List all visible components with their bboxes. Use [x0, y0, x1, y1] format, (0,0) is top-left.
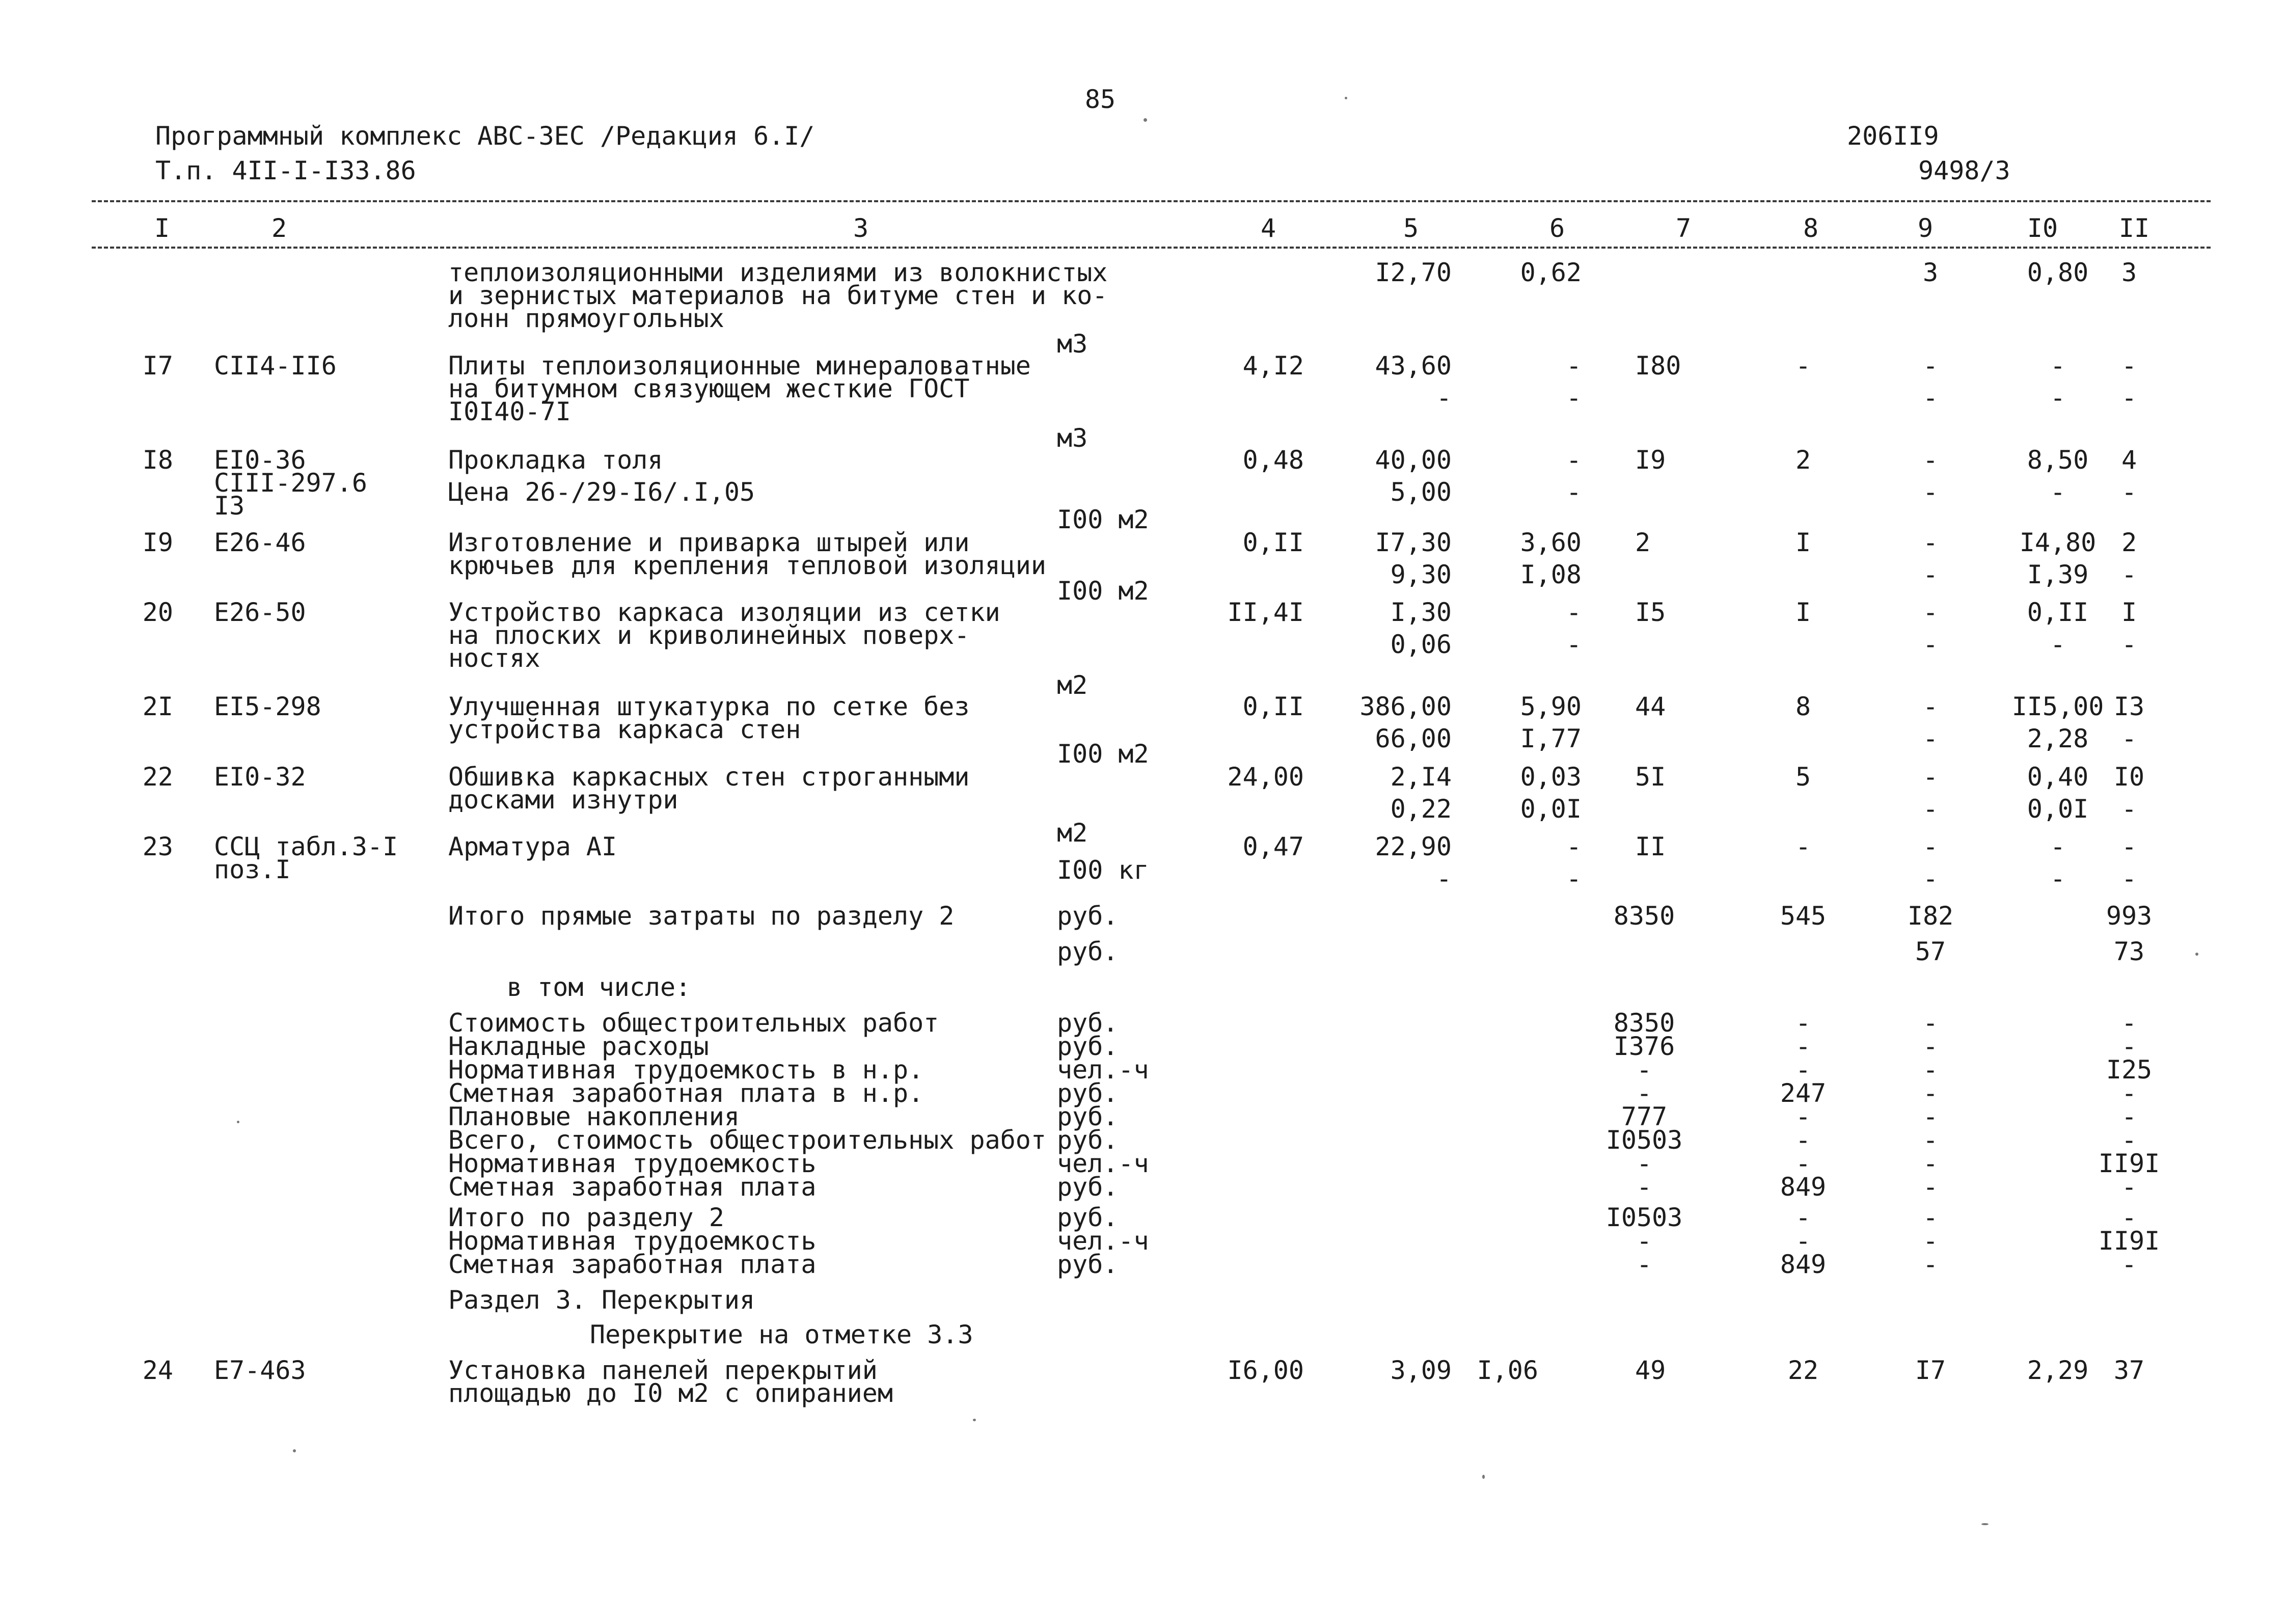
cell-col-5: 40,00 [1375, 445, 1452, 475]
row-code: ЕI0-36 [214, 445, 306, 475]
cell-col-6: 3,60 [1520, 528, 1582, 557]
cell-col-4: 0,48 [1242, 445, 1304, 475]
scan-speck [1981, 1523, 1989, 1525]
breakdown-col-11: - [2121, 1102, 2137, 1131]
cell-col-10: 2,29 [2027, 1356, 2089, 1385]
scan-speck [1482, 1475, 1485, 1479]
cell-col-5: - [1436, 383, 1452, 413]
cell-col-4: 24,00 [1227, 762, 1304, 792]
row-number: I9 [142, 528, 173, 557]
row-description: Плиты теплоизоляционные минераловатные [448, 351, 1031, 381]
cell-col-5: 386,00 [1359, 692, 1452, 721]
breakdown-unit: руб. [1057, 1032, 1119, 1061]
cell-col-4: II,4I [1227, 598, 1304, 627]
breakdown-unit: чел.-ч [1057, 1055, 1149, 1085]
breakdown-col-9: - [1922, 1125, 1939, 1155]
breakdown-label: Всего, стоимость общестроительных работ [448, 1125, 1046, 1155]
scan-speck [237, 1121, 239, 1123]
row-description: досками изнутри [448, 785, 678, 815]
row-number: I7 [142, 351, 173, 381]
cell-col-10: I,39 [2027, 560, 2089, 589]
breakdown-col-9: - [1922, 1172, 1939, 1202]
cell-col-9: - [1922, 477, 1939, 507]
breakdown-col-9: - [1922, 1055, 1939, 1085]
cell-col-11: 37 [2113, 1356, 2145, 1385]
cell-col-5: 9,30 [1390, 560, 1452, 589]
breakdown-label: Сметная заработная плата в н.р. [448, 1078, 924, 1108]
cell-col-11: - [2121, 560, 2137, 589]
row-description: Цена 26-/29-I6/.I,05 [448, 477, 755, 507]
cell-col-6: 5,90 [1520, 692, 1582, 721]
cell-col-5: 3,09 [1390, 1356, 1452, 1385]
cell-col-9: I7 [1915, 1356, 1946, 1385]
row-unit: I00 м2 [1057, 739, 1149, 769]
column-header-10: I0 [2027, 213, 2058, 243]
cell-col-6: - [1566, 864, 1582, 894]
cell-col-6: 0,62 [1520, 258, 1582, 287]
row-unit: I00 кг [1057, 855, 1149, 885]
section-total-col-7: - [1636, 1250, 1652, 1279]
cell-col-9: - [1922, 528, 1939, 557]
total-col-11: 993 [2106, 901, 2153, 931]
cell-col-6: 0,0I [1520, 794, 1582, 824]
column-header-4: 4 [1260, 213, 1276, 243]
breakdown-col-7: - [1636, 1172, 1652, 1202]
row-number: 22 [142, 762, 173, 792]
breakdown-col-11: I25 [2106, 1055, 2153, 1085]
cell-col-11: - [2121, 477, 2137, 507]
row-unit: I00 м2 [1057, 576, 1149, 606]
total-col-9: 57 [1915, 937, 1946, 966]
cell-col-4: I6,00 [1227, 1356, 1304, 1385]
cell-col-5: 0,22 [1390, 794, 1452, 824]
column-header-3: 3 [853, 213, 869, 243]
cell-col-6: - [1566, 598, 1582, 627]
page-number: 85 [1084, 85, 1116, 114]
breakdown-col-8: - [1795, 1125, 1811, 1155]
section-total-label: Сметная заработная плата [448, 1250, 817, 1279]
breakdown-unit: чел.-ч [1057, 1149, 1149, 1178]
cell-col-9: - [1922, 762, 1939, 792]
sheet-number: 9498/3 [1918, 156, 2010, 185]
row-number: I8 [142, 445, 173, 475]
cell-col-6: - [1566, 383, 1582, 413]
cell-col-9: - [1922, 864, 1939, 894]
cell-col-11: I0 [2113, 762, 2145, 792]
row-description: крючьев для крепления тепловой изоляции [448, 551, 1046, 580]
breakdown-col-7: 8350 [1613, 1008, 1675, 1038]
cell-col-6: - [1566, 445, 1582, 475]
cell-col-10: 8,50 [2027, 445, 2089, 475]
breakdown-unit: руб. [1057, 1172, 1119, 1202]
breakdown-label: Стоимость общестроительных работ [448, 1008, 939, 1038]
breakdown-col-11: - [2121, 1172, 2137, 1202]
breakdown-col-11: - [2121, 1008, 2137, 1038]
cell-col-5: 0,06 [1390, 630, 1452, 659]
cell-col-11: - [2121, 351, 2137, 381]
cell-col-8: - [1795, 832, 1811, 861]
cell-col-10: - [2050, 864, 2066, 894]
column-header-1: I [154, 213, 170, 243]
column-header-7: 7 [1675, 213, 1692, 243]
row-number: 24 [142, 1356, 173, 1385]
total-col-8: 545 [1780, 901, 1827, 931]
scan-speck [1345, 97, 1347, 99]
scan-speck [1144, 118, 1147, 122]
cell-col-5: I7,30 [1375, 528, 1452, 557]
cell-col-8: 5 [1795, 762, 1811, 792]
row-description: лонн прямоугольных [448, 304, 724, 333]
breakdown-label: Нормативная трудоемкость в н.р. [448, 1055, 924, 1085]
cell-col-10: - [2050, 383, 2066, 413]
cell-col-5: 43,60 [1375, 351, 1452, 381]
cell-col-6: I,06 [1477, 1356, 1538, 1385]
cell-col-11: - [2121, 794, 2137, 824]
cell-col-5: I2,70 [1375, 258, 1452, 287]
section-total-col-7: - [1636, 1226, 1652, 1256]
row-description: Прокладка толя [448, 445, 663, 475]
total-unit: руб. [1057, 937, 1119, 966]
section-total-label: Итого по разделу 2 [448, 1203, 724, 1232]
section-total-unit: чел.-ч [1057, 1226, 1149, 1256]
breakdown-col-11: - [2121, 1078, 2137, 1108]
row-description: I0I40-7I [448, 397, 571, 426]
cell-col-8: 8 [1795, 692, 1811, 721]
cell-col-10: 0,80 [2027, 258, 2089, 287]
section-total-col-8: - [1795, 1203, 1811, 1232]
cell-col-9: - [1922, 630, 1939, 659]
cell-col-11: - [2121, 724, 2137, 753]
breakdown-col-7: I376 [1613, 1032, 1675, 1061]
row-number: 2I [142, 692, 173, 721]
cell-col-9: - [1922, 383, 1939, 413]
cell-col-10: - [2050, 832, 2066, 861]
cell-col-11: - [2121, 383, 2137, 413]
cell-col-5: 5,00 [1390, 477, 1452, 507]
breakdown-col-9: - [1922, 1102, 1939, 1131]
total-col-9: I82 [1907, 901, 1954, 931]
cell-col-6: I,77 [1520, 724, 1582, 753]
row-code: ЕI5-298 [214, 692, 321, 721]
breakdown-label: Накладные расходы [448, 1032, 709, 1061]
row-number: 23 [142, 832, 173, 861]
row-number: 20 [142, 598, 173, 627]
cell-col-9: - [1922, 724, 1939, 753]
cell-col-7: I9 [1635, 445, 1666, 475]
breakdown-col-8: 247 [1780, 1078, 1827, 1108]
cell-col-11: I [2121, 598, 2137, 627]
cell-col-6: - [1566, 630, 1582, 659]
breakdown-col-8: - [1795, 1008, 1811, 1038]
document-code: 206II9 [1847, 121, 1939, 151]
cell-col-9: 3 [1922, 258, 1939, 287]
including-label: в том числе: [507, 972, 691, 1002]
row-code: СII4-II6 [214, 351, 337, 381]
breakdown-unit: руб. [1057, 1102, 1119, 1131]
cell-col-11: - [2121, 864, 2137, 894]
total-col-7: 8350 [1613, 901, 1675, 931]
cell-col-5: I,30 [1390, 598, 1452, 627]
cell-col-6: I,08 [1520, 560, 1582, 589]
cell-col-5: 22,90 [1375, 832, 1452, 861]
cell-col-5: - [1436, 864, 1452, 894]
program-title: Программный комплекс АВС-ЗЕС /Редакция 6.I/ [155, 121, 815, 151]
cell-col-6: 0,03 [1520, 762, 1582, 792]
section-total-col-8: - [1795, 1226, 1811, 1256]
row-description: устройства каркаса стен [448, 715, 801, 744]
section-total-unit: руб. [1057, 1250, 1119, 1279]
cell-col-9: - [1922, 560, 1939, 589]
cell-col-8: I [1795, 598, 1811, 627]
row-description: площадью до I0 м2 с опиранием [448, 1378, 893, 1408]
row-description: Обшивка каркасных стен строганными [448, 762, 970, 792]
row-unit: м3 [1057, 423, 1088, 453]
section-subtitle: Перекрытие на отметке 3.3 [590, 1320, 973, 1349]
row-unit: I00 м2 [1057, 505, 1149, 534]
column-header-6: 6 [1549, 213, 1565, 243]
row-description: и зернистых материалов на битуме стен и ко- [448, 281, 1108, 310]
row-unit: м3 [1057, 329, 1088, 359]
cell-col-5: 66,00 [1375, 724, 1452, 753]
breakdown-col-9: - [1922, 1032, 1939, 1061]
cell-col-10: 0,40 [2027, 762, 2089, 792]
cell-col-11: - [2121, 832, 2137, 861]
row-unit: м2 [1057, 818, 1088, 848]
total-direct-label: Итого прямые затраты по разделу 2 [448, 901, 955, 931]
row-description: Устройство каркаса изоляции из сетки [448, 598, 1000, 627]
section-total-col-7: I0503 [1605, 1203, 1683, 1232]
breakdown-col-8: 849 [1780, 1172, 1827, 1202]
cell-col-4: 0,47 [1242, 832, 1304, 861]
cell-col-4: 0,II [1242, 692, 1304, 721]
section-total-col-9: - [1922, 1203, 1939, 1232]
breakdown-col-11: - [2121, 1032, 2137, 1061]
row-description: Установка панелей перекрытий [448, 1356, 878, 1385]
row-code: Е26-46 [214, 528, 306, 557]
row-code: ССЦ табл.3-I [214, 832, 398, 861]
section-total-col-9: - [1922, 1250, 1939, 1279]
project-code: Т.п. 4II-I-I33.86 [155, 156, 416, 185]
cell-col-9: - [1922, 445, 1939, 475]
row-description: ностях [448, 643, 540, 673]
cell-col-10: 2,28 [2027, 724, 2089, 753]
breakdown-col-7: - [1636, 1055, 1652, 1085]
cell-col-10: 0,II [2027, 598, 2089, 627]
breakdown-col-8: - [1795, 1102, 1811, 1131]
section-total-col-11: - [2121, 1203, 2137, 1232]
cell-col-9: - [1922, 794, 1939, 824]
breakdown-col-7: 777 [1621, 1102, 1668, 1131]
cell-col-10: 0,0I [2027, 794, 2089, 824]
row-description: на битумном связующем жесткие ГОСТ [448, 374, 970, 403]
cell-col-11: 4 [2121, 445, 2137, 475]
cell-col-11: I3 [2113, 692, 2145, 721]
cell-col-10: - [2050, 351, 2066, 381]
breakdown-col-9: - [1922, 1078, 1939, 1108]
row-description: теплоизоляционными изделиями из волокнистых [448, 258, 1108, 287]
cell-col-4: 4,I2 [1242, 351, 1304, 381]
breakdown-col-8: - [1795, 1149, 1811, 1178]
cell-col-7: II [1635, 832, 1666, 861]
breakdown-label: Плановые накопления [448, 1102, 740, 1131]
cell-col-7: 5I [1635, 762, 1666, 792]
column-header-8: 8 [1803, 213, 1819, 243]
row-unit: м2 [1057, 670, 1088, 700]
row-code: Е26-50 [214, 598, 306, 627]
cell-col-7: I5 [1635, 598, 1666, 627]
total-unit: руб. [1057, 901, 1119, 931]
breakdown-label: Сметная заработная плата [448, 1172, 817, 1202]
cell-col-6: - [1566, 477, 1582, 507]
breakdown-unit: руб. [1057, 1078, 1119, 1108]
breakdown-col-8: - [1795, 1055, 1811, 1085]
cell-col-11: 2 [2121, 528, 2137, 557]
cell-col-7: I80 [1635, 351, 1681, 381]
cell-col-7: 49 [1635, 1356, 1666, 1385]
row-code: СIII-297.6 [214, 468, 368, 498]
section-total-col-8: 849 [1780, 1250, 1827, 1279]
scan-speck [2195, 953, 2198, 956]
breakdown-col-11: - [2121, 1125, 2137, 1155]
breakdown-col-9: - [1922, 1149, 1939, 1178]
row-code: поз.I [214, 855, 291, 884]
row-code: ЕI0-32 [214, 762, 306, 792]
row-description: на плоских и криволинейных поверх- [448, 620, 970, 650]
cell-col-9: - [1922, 351, 1939, 381]
column-header-9: 9 [1917, 213, 1934, 243]
breakdown-col-7: - [1636, 1078, 1652, 1108]
breakdown-unit: руб. [1057, 1008, 1119, 1038]
breakdown-col-7: - [1636, 1149, 1652, 1178]
section-total-label: Нормативная трудоемкость [448, 1226, 817, 1256]
row-description: Арматура АI [448, 832, 617, 861]
cell-col-9: - [1922, 692, 1939, 721]
cell-col-9: - [1922, 832, 1939, 861]
column-header-2: 2 [271, 213, 287, 243]
scan-speck [293, 1449, 296, 1452]
section-total-col-11: II9I [2098, 1226, 2160, 1256]
breakdown-unit: руб. [1057, 1125, 1119, 1155]
cell-col-10: - [2050, 630, 2066, 659]
breakdown-col-8: - [1795, 1032, 1811, 1061]
cell-col-10: - [2050, 477, 2066, 507]
row-code: Е7-463 [214, 1356, 306, 1385]
column-header-5: 5 [1403, 213, 1419, 243]
scan-speck [973, 1419, 976, 1421]
total-col-11: 73 [2113, 937, 2145, 966]
cell-col-10: II5,00 [2011, 692, 2104, 721]
cell-col-6: - [1566, 832, 1582, 861]
cell-col-7: 2 [1635, 528, 1651, 557]
breakdown-col-9: - [1922, 1008, 1939, 1038]
breakdown-col-7: I0503 [1605, 1125, 1683, 1155]
cell-col-6: - [1566, 351, 1582, 381]
cell-col-8: 22 [1787, 1356, 1819, 1385]
cell-col-8: 2 [1795, 445, 1811, 475]
cell-col-4: 0,II [1242, 528, 1304, 557]
column-header-11: II [2118, 213, 2150, 243]
cell-col-7: 44 [1635, 692, 1666, 721]
section-total-col-9: - [1922, 1226, 1939, 1256]
header-rule-top [92, 200, 2211, 202]
cell-col-11: 3 [2121, 258, 2137, 287]
cell-col-8: I [1795, 528, 1811, 557]
cell-col-5: 2,I4 [1390, 762, 1452, 792]
cell-col-10: I4,80 [2019, 528, 2097, 557]
header-rule-bottom [92, 247, 2211, 249]
cell-col-9: - [1922, 598, 1939, 627]
section-total-col-11: - [2121, 1250, 2137, 1279]
section-title: Раздел 3. Перекрытия [448, 1285, 755, 1315]
row-description: Изготовление и приварка штырей или [448, 528, 970, 557]
cell-col-8: - [1795, 351, 1811, 381]
breakdown-col-11: II9I [2098, 1149, 2160, 1178]
row-code: I3 [214, 491, 245, 521]
cell-col-11: - [2121, 630, 2137, 659]
breakdown-label: Нормативная трудоемкость [448, 1149, 817, 1178]
section-total-unit: руб. [1057, 1203, 1119, 1232]
row-description: Улучшенная штукатурка по сетке без [448, 692, 970, 721]
